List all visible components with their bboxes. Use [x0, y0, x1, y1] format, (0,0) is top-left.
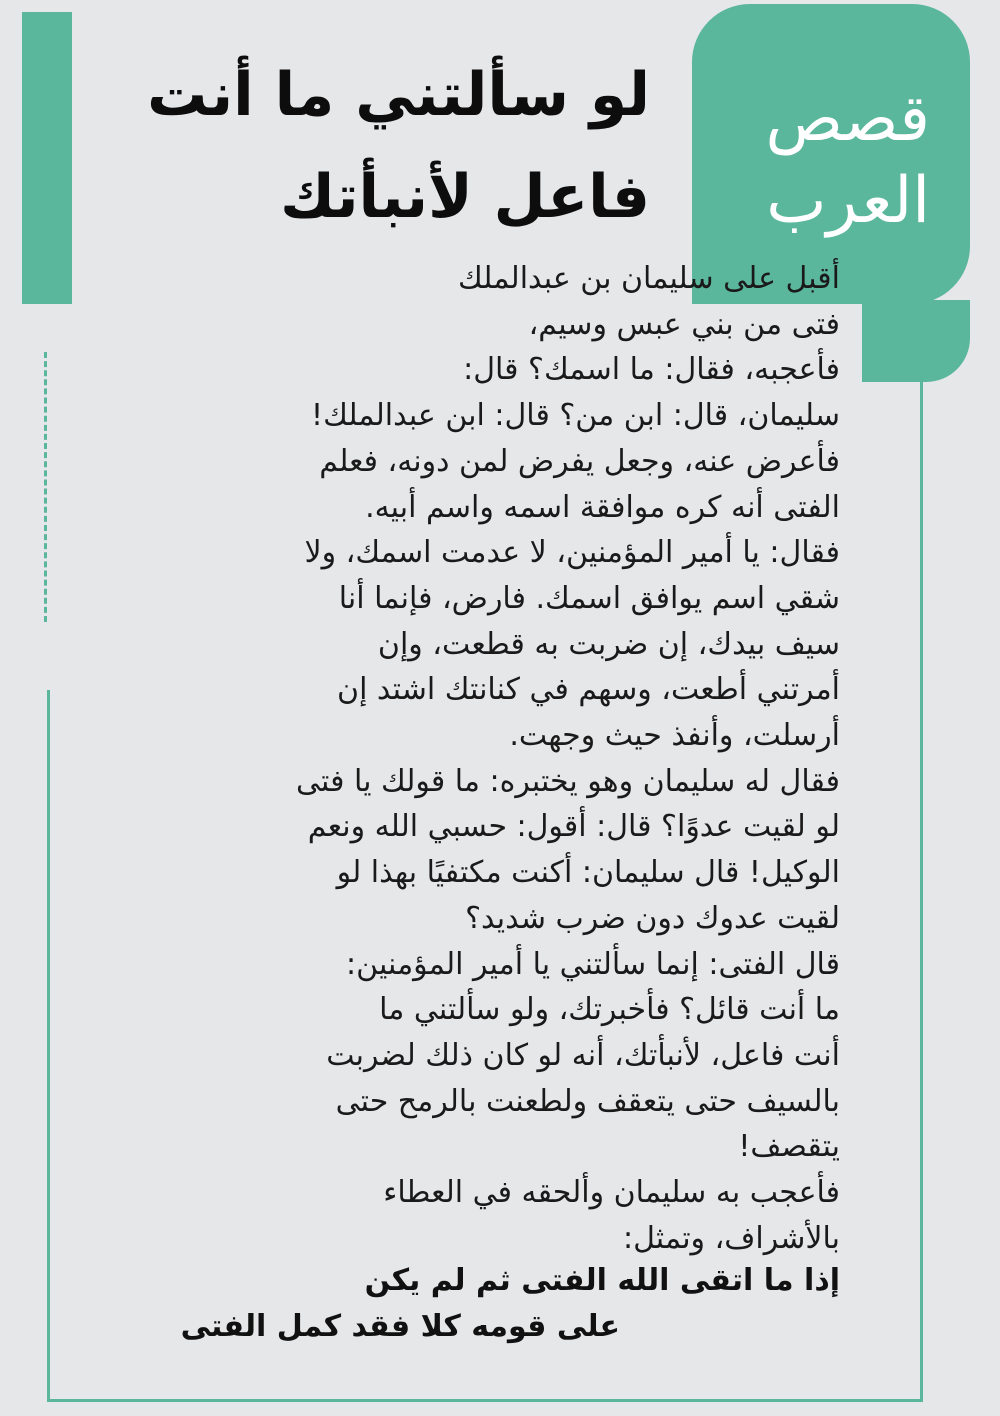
- section-tag-tail: [862, 300, 970, 382]
- article-title-line-1: لو سألتني ما أنت: [147, 60, 650, 130]
- body-line: الفتى أنه كره موافقة اسمه واسم أبيه.: [365, 489, 840, 525]
- body-line: أرسلت، وأنفذ حيث وجهت.: [509, 718, 840, 754]
- article-body: [150, 256, 840, 1261]
- body-line: سيف بيدك، إن ضربت به قطعت، وإن: [377, 626, 840, 662]
- body-line: لو لقيت عدوًا؟ قال: أقول: حسبي الله ونعم: [307, 809, 840, 845]
- frame-right-line: [920, 380, 923, 692]
- body-line: فأعجب به سليمان وألحقه في العطاء: [383, 1175, 840, 1211]
- body-line: لقيت عدوك دون ضرب شديد؟: [465, 900, 840, 936]
- body-line: أمرتني أطعت، وسهم في كنانتك اشتد إن: [337, 672, 840, 708]
- body-line: سليمان، قال: ابن من؟ قال: ابن عبدالملك!: [311, 398, 840, 434]
- body-line: فأعرض عنه، وجعل يفرض لمن دونه، فعلم: [319, 443, 840, 479]
- verse-line-2: على قومه كلا فقد كمل الفتى: [180, 1309, 620, 1344]
- body-line: ما أنت قائل؟ فأخبرتك، ولو سألتني ما: [379, 992, 840, 1028]
- body-line: أقبل على سليمان بن عبدالملك: [458, 261, 840, 296]
- body-line: فقال له سليمان وهو يختبره: ما قولك يا فتى: [296, 763, 840, 799]
- section-tag-label: [720, 78, 930, 242]
- decorative-dashed-line: [44, 352, 47, 622]
- body-line: فتى من بني عبس وسيم،: [528, 306, 840, 342]
- body-line: أنت فاعل، لأنبأتك، أنه لو كان ذلك لضربت: [326, 1037, 840, 1073]
- body-line: شقي اسم يوافق اسمك. فارض، فإنما أنا: [338, 580, 840, 616]
- body-line: بالسيف حتى يتعقف ولطعنت بالرمح حتى: [335, 1083, 840, 1119]
- body-line: بالأشراف، وتمثل:: [622, 1220, 840, 1256]
- article-title-line-2: فاعل لأنبأتك: [280, 162, 650, 232]
- body-line: قال الفتى: إنما سألتني يا أمير المؤمنين:: [346, 946, 840, 982]
- poetry-verse: [150, 1258, 840, 1350]
- body-line: الوكيل! قال سليمان: أكنت مكتفيًا بهذا لو: [336, 855, 840, 891]
- body-line: فقال: يا أمير المؤمنين، لا عدمت اسمك، ولا: [304, 535, 840, 571]
- body-line: فأعجبه، فقال: ما اسمك؟ قال:: [463, 352, 840, 388]
- verse-line-1: إذا ما اتقى الله الفتى ثم لم يكن: [364, 1263, 840, 1298]
- section-tag-line-1: قصص: [765, 82, 930, 156]
- article-title: [110, 44, 650, 248]
- decorative-accent-bar: [22, 12, 72, 304]
- section-tag-line-2: العرب: [766, 164, 930, 238]
- body-line: يتقصف!: [738, 1129, 840, 1165]
